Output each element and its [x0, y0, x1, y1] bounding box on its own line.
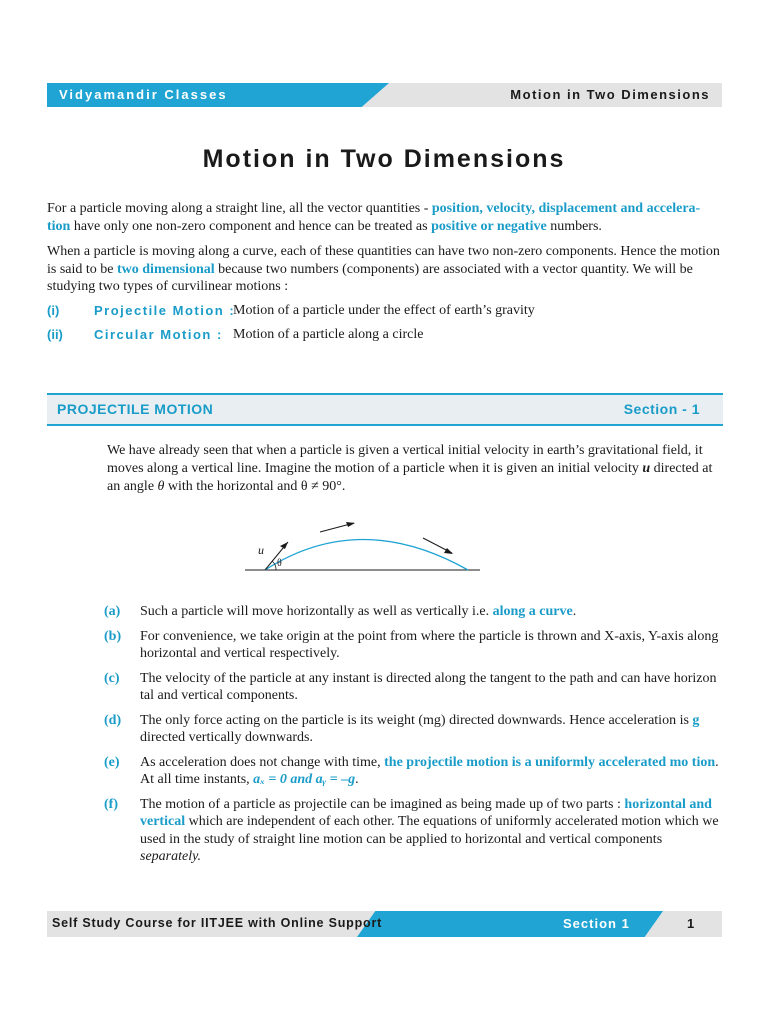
header-chapter: Motion in Two Dimensions [510, 87, 710, 102]
text: We have already seen that when a particle is given a vertical initial velocity in earth’s gravitational field, it moves along a vertical line. Imagine the motion of a particle when it is given an initial velocity [107, 443, 703, 476]
text: . [355, 772, 359, 787]
highlight: horizontal and vertical [140, 796, 712, 829]
motion-name: Projectile Motion : [94, 303, 236, 318]
text: The motion of a particle as projectile can be imagined as being made up of two parts : [140, 796, 625, 812]
item-label: (c) [104, 670, 120, 686]
list-item [104, 628, 724, 663]
text: directed vertically downwards. [140, 730, 313, 745]
text-italic: separately. [140, 849, 202, 864]
text: The velocity of the particle at any instant is directed along the tangent to the path and can have horizon tal and vertical components. [140, 670, 717, 703]
item-label: (b) [104, 628, 122, 644]
highlight: positive or negative [431, 218, 547, 234]
text: numbers. [546, 218, 602, 234]
text: have only one non-zero component and hence can be treated as [70, 218, 432, 234]
list-item [104, 712, 724, 747]
text: When a particle is moving along a curve, each of these quantities can have two non-zero components. Hence the motion is said to be [47, 244, 720, 277]
item-label: (d) [104, 712, 122, 728]
text: . At all time instants, [140, 754, 719, 787]
highlight: g [692, 712, 700, 728]
highlight: position, velocity, displacement and accelera-tion [47, 201, 701, 234]
theta-symbol: θ [157, 479, 165, 494]
page-header [47, 83, 722, 107]
motion-description: Motion of a particle along a circle [233, 327, 424, 342]
list-item [104, 754, 724, 789]
trajectory-curve [265, 540, 468, 571]
motion-description: Motion of a particle under the effect of earth’s gravity [233, 303, 535, 318]
text: directed at an angle [107, 461, 713, 494]
footer-course: Self Study Course for IITJEE with Online Support [52, 916, 383, 930]
page-footer [47, 911, 722, 937]
text: . [572, 604, 577, 619]
text: with the horizontal and θ ≠ 90°. [164, 479, 346, 494]
text: because two numbers (components) are associated with a vector quantity. We will be studying two types of curvilinear motions : [47, 261, 693, 294]
section-rule-top [47, 393, 723, 395]
arrow-head [444, 548, 453, 554]
section-title: PROJECTILE MOTION [57, 401, 214, 417]
list-item [104, 796, 724, 866]
motion-number: (ii) [47, 327, 63, 342]
item-label: (e) [104, 754, 120, 770]
angle-label: θ [277, 558, 282, 569]
item-label: (f) [104, 796, 118, 812]
item-label: (a) [104, 604, 121, 619]
highlight: the projectile motion is a uniformly accelerated mo tion [384, 754, 716, 770]
intro-paragraph-1 [47, 200, 723, 235]
list-item [104, 603, 724, 621]
velocity-symbol: u [642, 461, 651, 476]
highlight: two dimensional [117, 261, 215, 277]
section-number: Section - 1 [623, 401, 700, 417]
list-item [104, 670, 724, 705]
points-list [104, 603, 724, 873]
arrow-head [280, 542, 288, 549]
text: which are independent of each other. The equations of uniformly accelerated motion which we used in the study of straight line motion can be applied to horizontal and vertical components [140, 814, 719, 847]
section-rule-bottom [47, 424, 723, 426]
section-intro [107, 442, 723, 496]
text: As acceleration does not change with time, [140, 754, 385, 770]
footer-section: Section 1 [563, 916, 630, 931]
motion-name: Circular Motion : [94, 327, 223, 342]
intro-paragraph-2 [47, 243, 723, 296]
velocity-label: u [258, 543, 264, 557]
text: For a particle moving along a straight line, all the vector quantities - [47, 201, 432, 216]
page-number: 1 [687, 916, 695, 931]
text: For convenience, we take origin at the point from where the particle is thrown and X-axis, Y-axis along horizontal and vertical respectively. [140, 628, 719, 661]
motion-number: (i) [47, 303, 60, 318]
text: The only force acting on the particle is its weight (mg) directed downwards. Hence acceleration is [140, 712, 693, 728]
header-brand: Vidyamandir Classes [59, 87, 228, 102]
highlight: along a curve [492, 604, 573, 619]
projectile-diagram [240, 513, 485, 575]
text: Such a particle will move horizontally as well as vertically i.e. [140, 604, 493, 619]
acceleration-equation: aₓ = 0 and aᵧ = –g [253, 772, 356, 787]
page-title: Motion in Two Dimensions [202, 145, 566, 173]
